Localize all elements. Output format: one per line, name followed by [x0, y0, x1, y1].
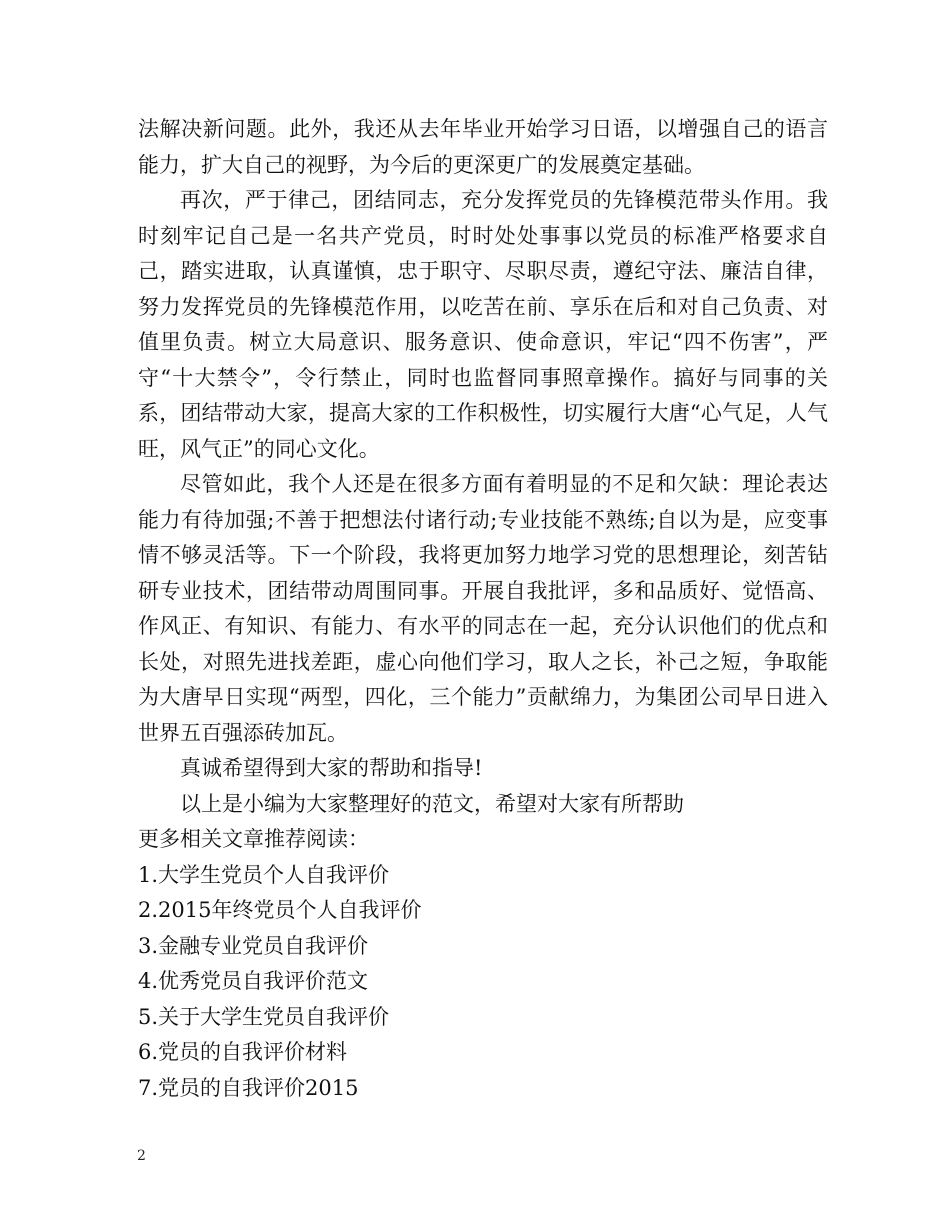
- document-body: [138, 112, 828, 1106]
- paragraph-shortcomings: 尽管如此，我个人还是在很多方面有着明显的不足和欠缺：理论表达能力有待加强;不善于把想法付诸行动;专业技能不熟练;自以为是，应变事情不够灵活等。下一个阶段，我将更加努力地学习党的思想理论，刻苦钻研专业技术，团结带动周围同事。开展自我批评，多和品质好、觉悟高、作风正、有知识、有能力、有水平的同志在一起，充分认识他们的优点和长处，对照先进找差距，虚心向他们学习，取人之长，补己之短，争取能为大唐早日实现“两型，四化，三个能力”贡献绵力，为集团公司早日进入世界五百强添砖加瓦。: [138, 472, 828, 745]
- related-articles-list: [138, 858, 828, 1107]
- page-number: 2: [137, 1148, 146, 1164]
- related-article-link[interactable]: 2.2015年终党员个人自我评价: [138, 898, 422, 922]
- closing-line: 真诚希望得到大家的帮助和指导!: [180, 756, 483, 780]
- editor-note: 以上是小编为大家整理好的范文，希望对大家有所帮助: [180, 791, 684, 816]
- related-articles-heading: 更多相关文章推荐阅读：: [138, 827, 369, 851]
- paragraph-self-discipline: 再次，严于律己，团结同志，充分发挥党员的先锋模范带头作用。我时刻牢记自己是一名共产党员，时时处处事事以党员的标准严格要求自己，踏实进取，认真谨慎，忠于职守、尽职尽责，遵纪守法、廉洁自律，努力发挥党员的先锋模范作用，以吃苦在前、享乐在后和对自己负责、对值里负责。树立大局意识、服务意识、使命意识，牢记“四不伤害”，严守“十大禁令”，令行禁止，同时也监督同事照章操作。搞好与同事的关系，团结带动大家，提高大家的工作积极性，切实履行大唐“心气足，人气旺，风气正”的同心文化。: [138, 188, 828, 461]
- related-article-link[interactable]: 1.大学生党员个人自我评价: [138, 862, 390, 887]
- related-article-link[interactable]: 7.党员的自我评价2015: [138, 1075, 359, 1100]
- related-article-link[interactable]: 3.金融专业党员自我评价: [138, 933, 369, 958]
- related-article-link[interactable]: 5.关于大学生党员自我评价: [138, 1004, 390, 1029]
- paragraph-language-study: 法解决新问题。此外，我还从去年毕业开始学习日语，以增强自己的语言能力，扩大自己的视野，为今后的更深更广的发展奠定基础。: [138, 117, 828, 177]
- related-article-link[interactable]: 4.优秀党员自我评价范文: [138, 969, 369, 993]
- related-article-link[interactable]: 6.党员的自我评价材料: [138, 1040, 348, 1064]
